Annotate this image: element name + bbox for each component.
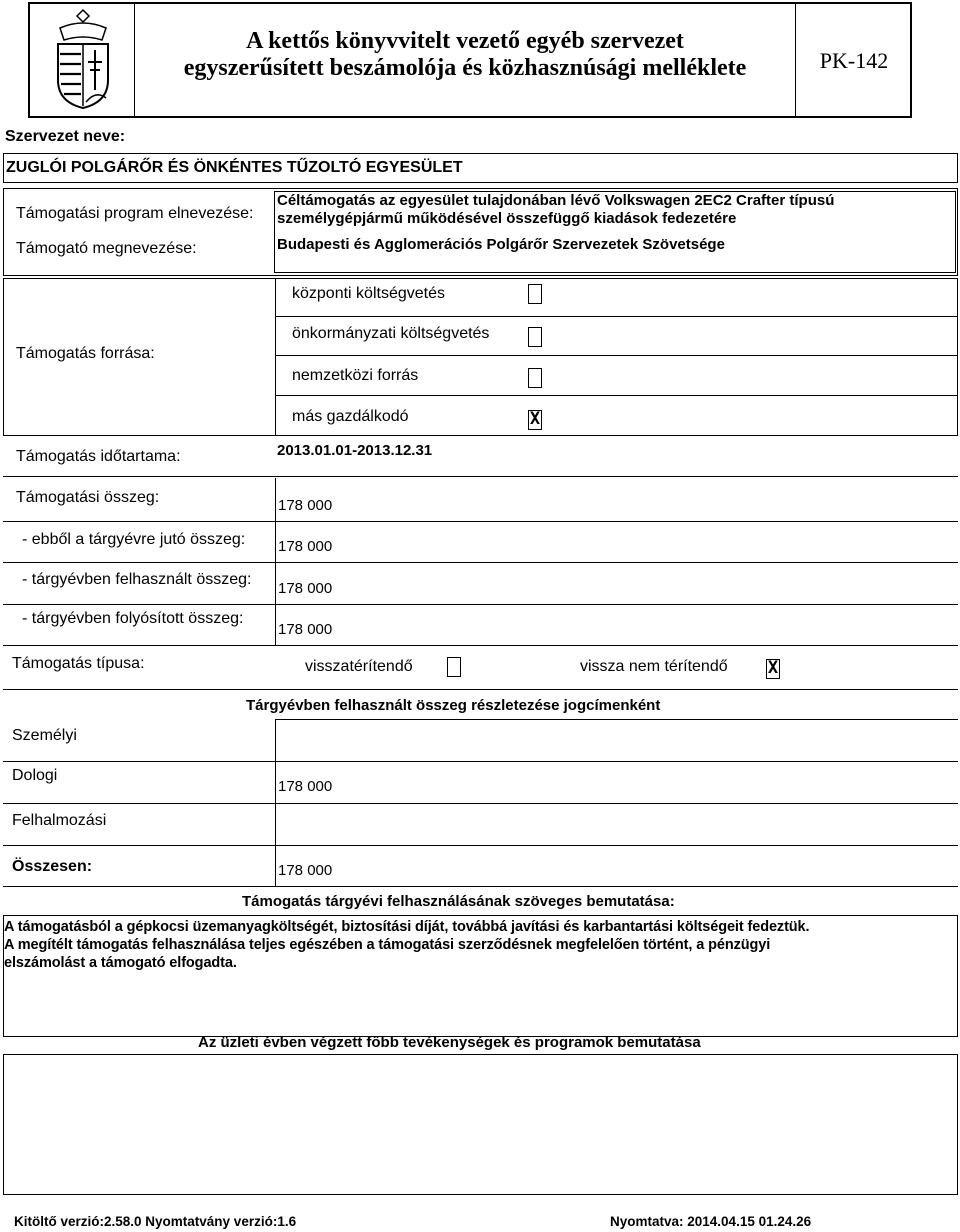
source-option-other-business: más gazdálkodó xyxy=(292,408,409,425)
source-row-sep3 xyxy=(275,395,958,396)
type-label: Támogatás típusa: xyxy=(12,655,145,672)
header-divider-right xyxy=(795,2,796,118)
org-label: Szervezet neve: xyxy=(5,128,126,145)
amount-row-sep2 xyxy=(3,562,958,563)
form-title-line2: egyszerűsített beszámolója és közhasznúsági melléklete xyxy=(183,55,747,81)
usage-text-line3: elszámolást a támogató elfogadta. xyxy=(4,955,237,971)
breakdown-material-label: Dologi xyxy=(12,767,58,784)
breakdown-sep2 xyxy=(3,803,958,804)
amount-total-label: Támogatási összeg: xyxy=(16,489,160,506)
activities-text-box xyxy=(3,1054,958,1195)
breakdown-sep3 xyxy=(3,845,958,846)
amount-year-label: - ebből a tárgyévre jutó összeg: xyxy=(22,531,246,548)
source-label: Támogatás forrása: xyxy=(16,345,155,362)
breakdown-total-value: 178 000 xyxy=(278,862,333,879)
source-option-municipal: önkormányzati költségvetés xyxy=(292,325,490,342)
source-checkbox-international[interactable] xyxy=(528,368,542,388)
header-divider-left xyxy=(134,2,135,118)
amount-row-sep3 xyxy=(3,604,958,605)
type-bottom-line xyxy=(3,689,958,690)
type-option-non-refundable: vissza nem térítendő xyxy=(580,658,728,675)
form-title xyxy=(136,28,794,82)
breakdown-sep1 xyxy=(3,761,958,762)
coat-of-arms-logo xyxy=(48,6,118,110)
breakdown-capital-label: Felhalmozási xyxy=(12,812,107,829)
usage-text-line2: A megítélt támogatás felhasználása teljes egészében a támogatási szerződésnek megfelelően történt, a pénzügyi xyxy=(4,937,771,953)
breakdown-sep4 xyxy=(3,886,958,887)
breakdown-sep0 xyxy=(275,719,958,720)
amount-used-value: 178 000 xyxy=(278,580,333,597)
program-value: Céltámogatás az egyesület tulajdonában lévő Volkswagen 2EC2 Crafter típusú személygépjármű működésével összefüggő kiadások fedezetére xyxy=(277,192,835,227)
supporter-label: Támogató megnevezése: xyxy=(16,240,197,257)
usage-text xyxy=(4,918,954,972)
amount-used-label: - tárgyévben felhasznált összeg: xyxy=(22,571,252,588)
amount-total-value: 178 000 xyxy=(278,497,333,514)
source-checkbox-municipal[interactable] xyxy=(528,327,542,347)
breakdown-material-value: 178 000 xyxy=(278,778,333,795)
breakdown-title: Tárgyévben felhasznált összeg részletezése jogcímenként xyxy=(246,697,661,714)
duration-value: 2013.01.01-2013.12.31 xyxy=(277,442,433,459)
footer-version: Kitöltő verzió:2.58.0 Nyomtatvány verzió:1.6 xyxy=(14,1214,297,1229)
usage-title: Támogatás tárgyévi felhasználásának szöveges bemutatása: xyxy=(242,893,675,910)
type-checkbox-refundable[interactable] xyxy=(447,657,461,677)
amount-disbursed-label: - tárgyévben folyósított összeg: xyxy=(22,610,244,627)
amount-row-sep4 xyxy=(3,645,958,646)
type-option-refundable: visszatérítendő xyxy=(305,658,413,675)
form-title-line1: A kettős könyvvitelt vezető egyéb szervezet xyxy=(246,28,684,54)
supporter-value: Budapesti és Agglomerációs Polgárőr Szervezetek Szövetsége xyxy=(277,236,725,253)
source-divider xyxy=(275,278,276,436)
program-label: Támogatási program elnevezése: xyxy=(16,205,254,222)
duration-bottom-line xyxy=(3,476,958,477)
source-checkbox-other-business[interactable]: X xyxy=(529,409,541,429)
breakdown-total-label: Összesen: xyxy=(12,858,93,875)
source-option-international: nemzetközi forrás xyxy=(292,367,419,384)
amount-year-value: 178 000 xyxy=(278,538,333,555)
amount-row-sep1 xyxy=(3,521,958,522)
type-checkbox-non-refundable[interactable]: X xyxy=(767,658,779,678)
breakdown-personal-label: Személyi xyxy=(12,727,77,744)
activities-title: Az üzleti évben végzett főbb tevékenységek és programok bemutatása xyxy=(198,1034,701,1051)
footer-printed: Nyomtatva: 2014.04.15 01.24.26 xyxy=(610,1214,812,1229)
source-row-sep2 xyxy=(275,355,958,356)
source-option-central: központi költségvetés xyxy=(292,285,445,302)
source-row-sep1 xyxy=(275,316,958,317)
org-name: ZUGLÓI POLGÁRŐR ÉS ÖNKÉNTES TŰZOLTÓ EGYESÜLET xyxy=(6,159,463,176)
duration-label: Támogatás időtartama: xyxy=(16,448,181,465)
amount-disbursed-value: 178 000 xyxy=(278,621,333,638)
form-code: PK-142 xyxy=(819,48,889,73)
usage-text-line1: A támogatásból a gépkocsi üzemanyagköltségét, biztosítási díját, továbbá javítási és karbantartási költségeit fedeztük. xyxy=(4,919,810,935)
source-checkbox-central[interactable] xyxy=(528,284,542,304)
